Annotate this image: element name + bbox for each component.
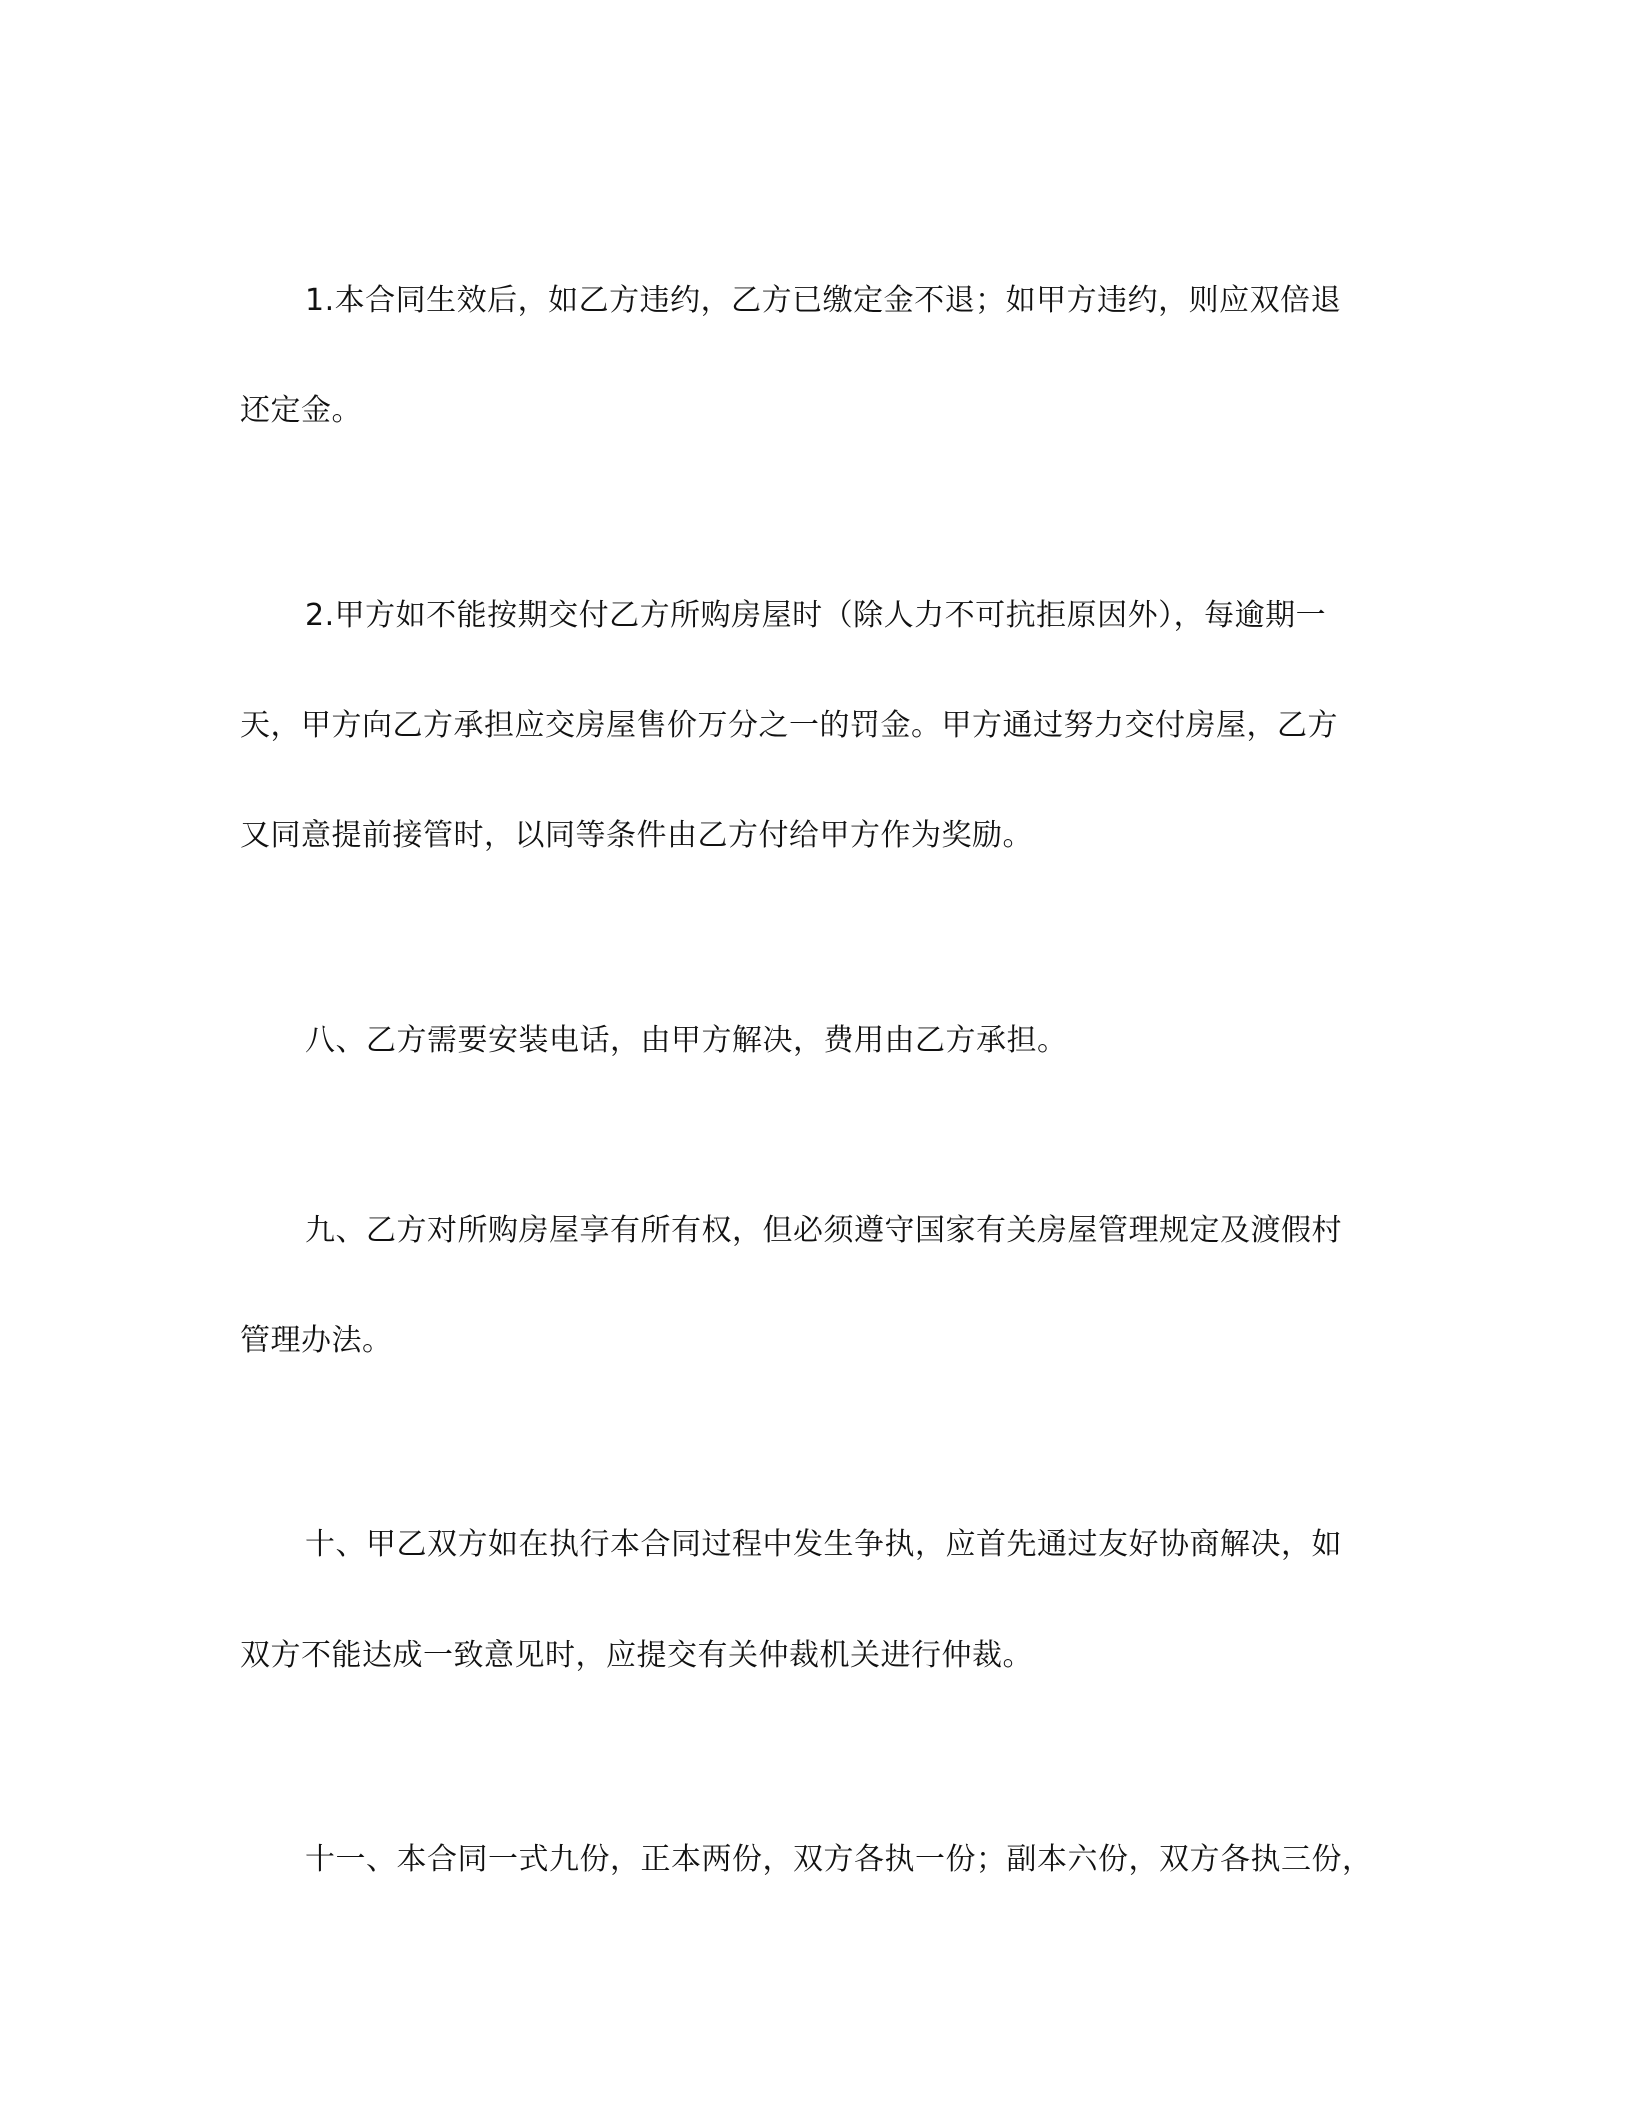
clause-7-2-line-1: 2.甲方如不能按期交付乙方所购房屋时（除人力不可抗拒原因外），每逾期一 bbox=[305, 598, 1327, 633]
clause-9-line-2: 管理办法。 bbox=[240, 1323, 393, 1358]
clause-11-line-1: 十一、本合同一式九份，正本两份，双方各执一份；副本六份，双方各执三份， bbox=[305, 1842, 1373, 1877]
clause-7-1-line-1: 1.本合同生效后，如乙方违约，乙方已缴定金不退；如甲方违约，则应双倍退 bbox=[305, 283, 1342, 318]
clause-10-line-1: 十、甲乙双方如在执行本合同过程中发生争执，应首先通过友好协商解决，如 bbox=[305, 1527, 1342, 1562]
clause-9-line-1: 九、乙方对所购房屋享有所有权，但必须遵守国家有关房屋管理规定及渡假村 bbox=[305, 1213, 1342, 1248]
clause-7-2-line-3: 又同意提前接管时，以同等条件由乙方付给甲方作为奖励。 bbox=[240, 818, 1033, 853]
clause-7-2-line-2: 天，甲方向乙方承担应交房屋售价万分之一的罚金。甲方通过努力交付房屋，乙方 bbox=[240, 708, 1338, 743]
clause-8-line-1: 八、乙方需要安装电话，由甲方解决，费用由乙方承担。 bbox=[305, 1023, 1068, 1058]
clause-10-line-2: 双方不能达成一致意见时，应提交有关仲裁机关进行仲裁。 bbox=[240, 1638, 1033, 1673]
clause-7-1-line-2: 还定金。 bbox=[240, 393, 362, 428]
